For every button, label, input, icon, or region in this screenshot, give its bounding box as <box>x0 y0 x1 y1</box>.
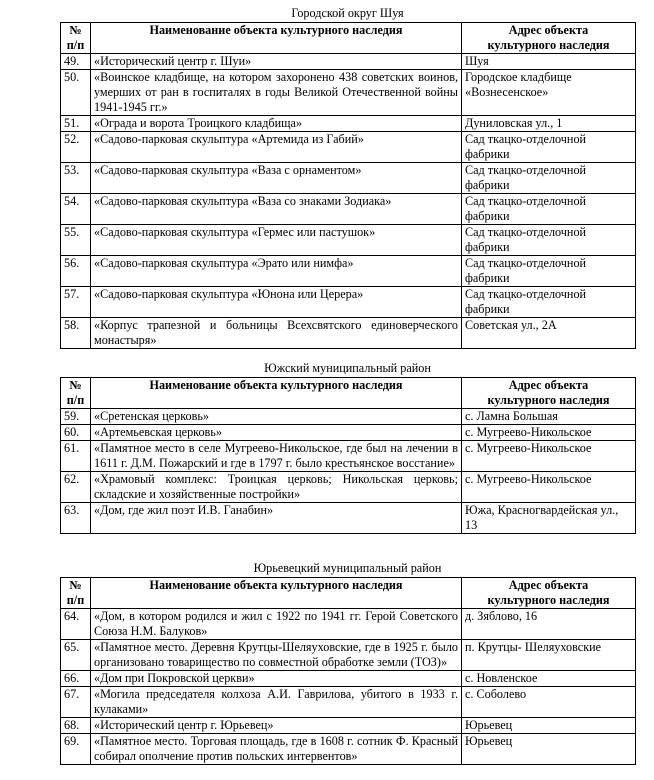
section-shuya <box>60 6 635 349</box>
header-name: Наименование объекта культурного наследия <box>91 578 462 609</box>
row-number: 57. <box>61 287 91 318</box>
table-row <box>61 256 636 287</box>
table-row <box>61 687 636 718</box>
row-address: с. Ламна Большая <box>462 409 636 425</box>
table-header-row <box>61 378 636 409</box>
row-name: «Памятное место в селе Мугреево-Никольское, где был на лечении в 1611 г. Д.М. Пожарский и где в 1797 г. было крестьянское восстание» <box>91 441 462 472</box>
section-yurievets <box>60 561 635 765</box>
row-address: с. Новленское <box>462 671 636 687</box>
row-name: «Памятное место. Торговая площадь, где в 1608 г. сотник Ф. Красный собирал ополчение против польских интервентов» <box>91 734 462 765</box>
row-address: Сад ткацко-отделочной фабрики <box>462 194 636 225</box>
header-number <box>61 378 91 409</box>
row-name: «Памятное место. Деревня Крутцы-Шеляуховские, где в 1925 г. было организовано товарищество по совместной обработке земли (ТОЗ)» <box>91 640 462 671</box>
row-number: 67. <box>61 687 91 718</box>
table-row <box>61 425 636 441</box>
row-name: «Могила председателя колхоза А.И. Гаврилова, убитого в 1933 г. кулаками» <box>91 687 462 718</box>
heritage-table <box>60 577 636 765</box>
row-address: Шуя <box>462 54 636 70</box>
row-address: д. Зяблово, 16 <box>462 609 636 640</box>
section-title: Юрьевецкий муниципальный район <box>253 561 442 575</box>
header-address <box>462 578 636 609</box>
table-row <box>61 194 636 225</box>
row-number: 62. <box>61 472 91 503</box>
table-row <box>61 225 636 256</box>
row-number: 56. <box>61 256 91 287</box>
table-row <box>61 609 636 640</box>
row-name: «Дом, в котором родился и жил с 1922 по 1941 гг. Герой Советского Союза Н.М. Балуков» <box>91 609 462 640</box>
row-number: 58. <box>61 318 91 349</box>
header-number-line: № п/п <box>66 578 85 607</box>
row-name: «Садово-парковая скульптура «Эрато или нимфа» <box>91 256 462 287</box>
row-number: 61. <box>61 441 91 472</box>
row-number: 55. <box>61 225 91 256</box>
row-number: 50. <box>61 70 91 116</box>
row-number: 64. <box>61 609 91 640</box>
row-address: с. Мугреево-Никольское <box>462 472 636 503</box>
row-name: «Садово-парковая скульптура «Юнона или Церера» <box>91 287 462 318</box>
row-address: с. Соболево <box>462 687 636 718</box>
table-row <box>61 441 636 472</box>
row-address: Южа, Красногвардейская ул., 13 <box>462 503 636 534</box>
row-number: 52. <box>61 132 91 163</box>
row-address: с. Мугреево-Никольское <box>462 441 636 472</box>
header-address <box>462 378 636 409</box>
table-row <box>61 70 636 116</box>
header-address-line: Адрес объекта культурного наследия <box>487 378 610 407</box>
table-body <box>61 54 636 349</box>
table-row <box>61 116 636 132</box>
row-name: «Артемьевская церковь» <box>91 425 462 441</box>
table-row <box>61 640 636 671</box>
row-number: 53. <box>61 163 91 194</box>
table-row <box>61 503 636 534</box>
row-name: «Исторический центр г. Шуи» <box>91 54 462 70</box>
row-address: Сад ткацко-отделочной фабрики <box>462 132 636 163</box>
table-row <box>61 163 636 194</box>
row-number: 60. <box>61 425 91 441</box>
row-name: «Садово-парковая скульптура «Ваза с орнаментом» <box>91 163 462 194</box>
row-address: Юрьевец <box>462 734 636 765</box>
row-address: Советская ул., 2А <box>462 318 636 349</box>
header-name: Наименование объекта культурного наследия <box>91 23 462 54</box>
row-name: «Ограда и ворота Троицкого кладбища» <box>91 116 462 132</box>
row-name: «Садово-парковая скульптура «Ваза со знаками Зодиака» <box>91 194 462 225</box>
table-row <box>61 671 636 687</box>
header-address <box>462 23 636 54</box>
row-address: с. Мугреево-Никольское <box>462 425 636 441</box>
header-number <box>61 578 91 609</box>
row-number: 68. <box>61 718 91 734</box>
heritage-table <box>60 22 636 349</box>
header-address-line: Адрес объекта культурного наследия <box>487 23 610 52</box>
row-name: «Дом при Покровской церкви» <box>91 671 462 687</box>
table-row <box>61 409 636 425</box>
table-body <box>61 409 636 534</box>
section-title: Южский муниципальный район <box>264 361 431 375</box>
row-address: Сад ткацко-отделочной фабрики <box>462 287 636 318</box>
header-name: Наименование объекта культурного наследия <box>91 378 462 409</box>
heritage-table <box>60 377 636 534</box>
table-header-row <box>61 578 636 609</box>
table-row <box>61 318 636 349</box>
row-address: Сад ткацко-отделочной фабрики <box>462 163 636 194</box>
table-row <box>61 132 636 163</box>
table-header-row <box>61 23 636 54</box>
row-address: Сад ткацко-отделочной фабрики <box>462 225 636 256</box>
row-address: п. Крутцы- Шеляуховские <box>462 640 636 671</box>
row-address: Дуниловская ул., 1 <box>462 116 636 132</box>
section-title: Городской округ Шуя <box>291 6 404 20</box>
row-name: «Исторический центр г. Юрьевец» <box>91 718 462 734</box>
row-number: 59. <box>61 409 91 425</box>
row-number: 63. <box>61 503 91 534</box>
row-name: «Храмовый комплекс: Троицкая церковь; Никольская церковь; складские и хозяйственные постройки» <box>91 472 462 503</box>
row-number: 54. <box>61 194 91 225</box>
table-row <box>61 718 636 734</box>
table-row <box>61 287 636 318</box>
row-name: «Воинское кладбище, на котором захоронено 438 советских воинов, умерших от ран в госпиталях в годы Великой Отечественной войны 1941-1945 гг.» <box>91 70 462 116</box>
row-name: «Дом, где жил поэт И.В. Ганабин» <box>91 503 462 534</box>
row-name: «Сретенская церковь» <box>91 409 462 425</box>
row-address: Городское кладбище «Вознесенское» <box>462 70 636 116</box>
header-number-line: № п/п <box>66 23 85 52</box>
row-address: Юрьевец <box>462 718 636 734</box>
row-number: 65. <box>61 640 91 671</box>
table-row <box>61 734 636 765</box>
row-number: 51. <box>61 116 91 132</box>
row-number: 69. <box>61 734 91 765</box>
row-name: «Садово-парковая скульптура «Артемида из Габий» <box>91 132 462 163</box>
row-name: «Корпус трапезной и больницы Всехсвятского единоверческого монастыря» <box>91 318 462 349</box>
header-number <box>61 23 91 54</box>
section-yuzha <box>60 361 635 534</box>
row-name: «Садово-парковая скульптура «Гермес или пастушок» <box>91 225 462 256</box>
table-row <box>61 472 636 503</box>
row-number: 49. <box>61 54 91 70</box>
row-address: Сад ткацко-отделочной фабрики <box>462 256 636 287</box>
header-number-line: № п/п <box>66 378 85 407</box>
header-address-line: Адрес объекта культурного наследия <box>487 578 610 607</box>
row-number: 66. <box>61 671 91 687</box>
table-row <box>61 54 636 70</box>
table-body <box>61 609 636 765</box>
